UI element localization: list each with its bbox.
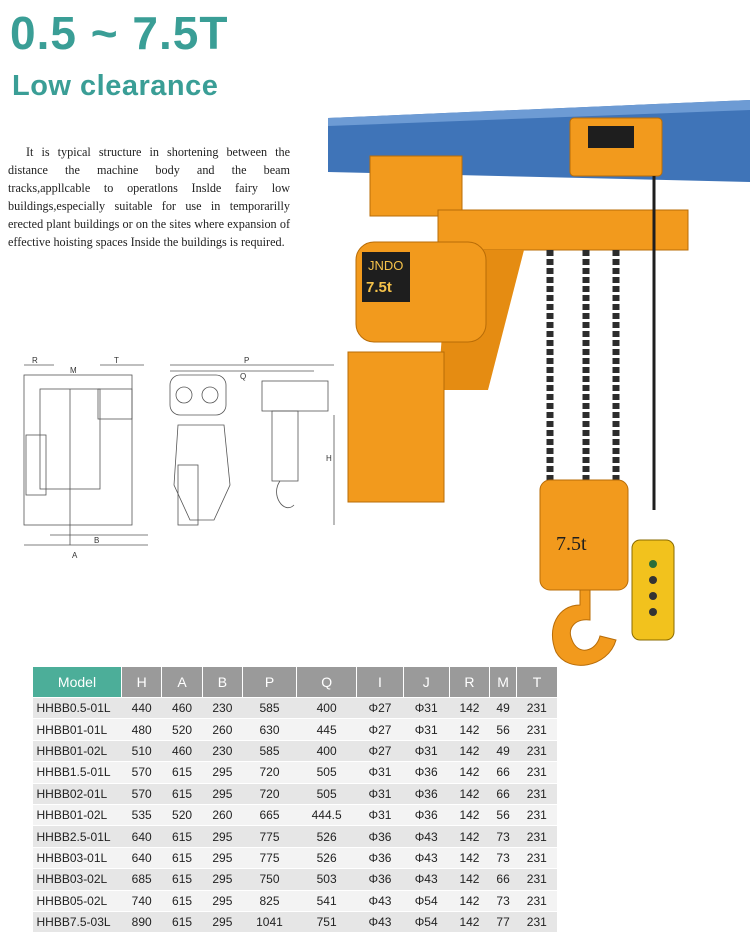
table-cell: Φ43 [357,890,403,911]
table-cell: Φ54 [403,890,449,911]
table-cell: 445 [296,719,357,740]
table-cell: 142 [449,762,489,783]
table-cell: Φ43 [357,911,403,932]
table-cell: 520 [162,804,202,825]
column-header-R: R [449,667,489,698]
table-cell: 750 [243,869,297,890]
table-cell: 231 [517,826,557,847]
table-cell: Φ54 [403,911,449,932]
table-cell: 66 [490,783,517,804]
column-header-model: Model [33,667,122,698]
column-header-Q: Q [296,667,357,698]
dimension-drawing [14,355,344,565]
table-cell: 665 [243,804,297,825]
table-cell: 49 [490,740,517,761]
table-cell: 480 [122,719,162,740]
table-cell: 142 [449,719,489,740]
dim-label-R: R [32,356,38,365]
table-cell: Φ31 [403,719,449,740]
table-cell: 142 [449,783,489,804]
table-cell: 231 [517,847,557,868]
dim-label-M: M [70,366,77,375]
table-cell: 231 [517,890,557,911]
table-cell: HHBB01-02L [33,804,122,825]
table-cell: HHBB7.5-03L [33,911,122,932]
table-cell: 503 [296,869,357,890]
gearbox [348,352,444,502]
table-cell: 460 [162,740,202,761]
table-cell: Φ36 [357,869,403,890]
table-row [33,847,558,868]
table-cell: 400 [296,698,357,719]
table-cell: 535 [122,804,162,825]
table-row [33,783,558,804]
table-cell: 295 [202,783,242,804]
table-cell: 615 [162,911,202,932]
table-cell: HHBB0.5-01L [33,698,122,719]
page-title: 0.5 ~ 7.5T [10,7,229,59]
column-header-H: H [122,667,162,698]
table-cell: 1041 [243,911,297,932]
table-cell: 570 [122,762,162,783]
table-cell: HHBB01-01L [33,719,122,740]
table-cell: 526 [296,826,357,847]
table-cell: 142 [449,740,489,761]
column-header-J: J [403,667,449,698]
spec-table [32,667,557,932]
table-cell: 775 [243,826,297,847]
table-cell: HHBB02-01L [33,783,122,804]
table-cell: 231 [517,869,557,890]
table-cell: Φ31 [357,783,403,804]
table-cell: 520 [162,719,202,740]
table-cell: 630 [243,719,297,740]
table-cell: 615 [162,890,202,911]
table-cell: 640 [122,847,162,868]
table-cell: 295 [202,847,242,868]
table-cell: 720 [243,783,297,804]
table-cell: 295 [202,890,242,911]
table-cell: 505 [296,762,357,783]
table-cell: 142 [449,698,489,719]
table-cell: 142 [449,804,489,825]
table-cell: HHBB01-02L [33,740,122,761]
table-row [33,719,558,740]
table-cell: 615 [162,869,202,890]
table-cell: Φ31 [357,762,403,783]
table-cell: 142 [449,847,489,868]
table-cell: Φ27 [357,719,403,740]
table-cell: 142 [449,911,489,932]
table-cell: HHBB1.5-01L [33,762,122,783]
trolley-left [370,156,462,216]
table-cell: 73 [490,826,517,847]
table-cell: Φ43 [403,826,449,847]
dim-label-A: A [72,551,78,560]
table-cell: Φ36 [403,804,449,825]
product-description: It is typical structure in shortening between the distance the machine body and the beam tracks,appllcable to operatlons Inslde fairy low buildings,especially suitable for use in temporarilly erected plant buildings or on the sites where expansion of effective hoisting spaces Inside the buildings is required. [8,145,290,249]
table-cell: Φ36 [357,826,403,847]
dim-label-B: B [94,536,100,545]
table-cell: 231 [517,719,557,740]
table-cell: 73 [490,847,517,868]
table-cell: 142 [449,890,489,911]
capacity-label: 7.5t [366,279,392,296]
table-cell: 825 [243,890,297,911]
table-cell: 231 [517,804,557,825]
table-cell: 615 [162,762,202,783]
table-cell: 260 [202,719,242,740]
table-cell: 231 [517,698,557,719]
column-header-M: M [490,667,517,698]
table-cell: Φ31 [403,698,449,719]
hook [552,590,616,665]
table-cell: 295 [202,826,242,847]
table-cell: Φ36 [403,762,449,783]
table-row [33,826,558,847]
column-header-P: P [243,667,297,698]
dim-label-P: P [244,356,250,365]
table-cell: 685 [122,869,162,890]
table-cell: 585 [243,698,297,719]
pendant-controller [632,540,674,640]
table-cell: 640 [122,826,162,847]
table-cell: 440 [122,698,162,719]
table-cell: 510 [122,740,162,761]
table-cell: 73 [490,890,517,911]
table-cell: Φ36 [357,847,403,868]
table-cell: 751 [296,911,357,932]
table-cell: 56 [490,719,517,740]
table-cell: 66 [490,869,517,890]
table-cell: 231 [517,762,557,783]
table-cell: 400 [296,740,357,761]
table-row [33,804,558,825]
table-cell: 56 [490,804,517,825]
table-cell: 615 [162,783,202,804]
table-cell: 49 [490,698,517,719]
table-row [33,890,558,911]
table-cell: Φ27 [357,698,403,719]
table-cell: 230 [202,698,242,719]
page-subtitle: Low clearance [12,70,219,102]
table-cell: 775 [243,847,297,868]
table-row [33,911,558,932]
table-cell: 295 [202,762,242,783]
table-cell: 526 [296,847,357,868]
table-cell: HHBB03-02L [33,869,122,890]
table-cell: 66 [490,762,517,783]
table-cell: 444.5 [296,804,357,825]
table-cell: Φ43 [403,847,449,868]
table-cell: 142 [449,869,489,890]
table-cell: 505 [296,783,357,804]
table-cell: 77 [490,911,517,932]
column-header-T: T [517,667,557,698]
table-cell: 460 [162,698,202,719]
column-header-A: A [162,667,202,698]
table-cell: 585 [243,740,297,761]
table-cell: Φ43 [403,869,449,890]
table-row [33,762,558,783]
table-cell: Φ27 [357,740,403,761]
table-header-row [33,667,558,698]
table-cell: 615 [162,826,202,847]
table-cell: 740 [122,890,162,911]
table-cell: HHBB05-02L [33,890,122,911]
table-cell: Φ31 [403,740,449,761]
table-cell: 230 [202,740,242,761]
table-cell: HHBB03-01L [33,847,122,868]
table-cell: HHBB2.5-01L [33,826,122,847]
brand-label: JNDO [368,258,404,273]
table-cell: Φ31 [357,804,403,825]
dim-label-T: T [114,356,119,365]
table-cell: 541 [296,890,357,911]
table-cell: 142 [449,826,489,847]
table-cell: 890 [122,911,162,932]
table-cell: 231 [517,911,557,932]
block-label: 7.5t [556,533,587,555]
dim-label-Q: Q [240,372,247,381]
table-cell: 231 [517,783,557,804]
dim-label-H: H [326,454,332,463]
table-cell: 295 [202,869,242,890]
column-header-B: B [202,667,242,698]
table-cell: 231 [517,740,557,761]
column-header-I: I [357,667,403,698]
hoist-product-photo [328,100,750,670]
table-row [33,740,558,761]
table-cell: 615 [162,847,202,868]
table-cell: 260 [202,804,242,825]
table-row [33,869,558,890]
table-cell: 570 [122,783,162,804]
table-cell: Φ36 [403,783,449,804]
table-row [33,698,558,719]
table-cell: 295 [202,911,242,932]
table-cell: 720 [243,762,297,783]
